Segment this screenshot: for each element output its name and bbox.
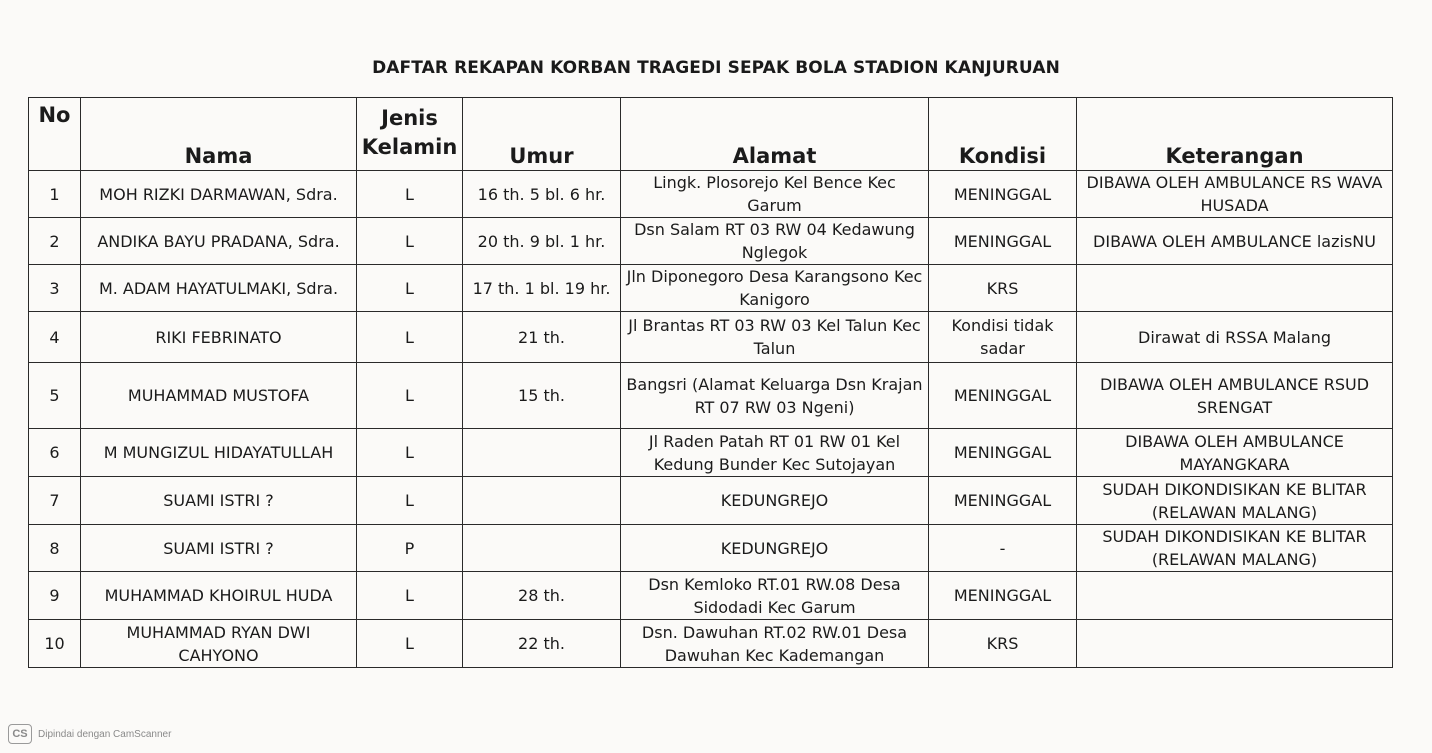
- cell-keterangan: [1077, 265, 1393, 312]
- cell-nama: MUHAMMAD KHOIRUL HUDA: [81, 572, 357, 620]
- cell-kondisi: Kondisi tidak sadar: [929, 312, 1077, 363]
- header-kondisi: Kondisi: [929, 98, 1077, 171]
- header-alamat: Alamat: [621, 98, 929, 171]
- cell-alamat: Jl Raden Patah RT 01 RW 01 Kel Kedung Bunder Kec Sutojayan: [621, 429, 929, 477]
- cell-alamat: KEDUNGREJO: [621, 525, 929, 572]
- table-row: [29, 218, 1393, 265]
- cell-no: 3: [29, 265, 81, 312]
- cell-no: 10: [29, 620, 81, 668]
- header-keterangan: Keterangan: [1077, 98, 1393, 171]
- table-row: [29, 171, 1393, 218]
- cell-keterangan: DIBAWA OLEH AMBULANCE RSUD SRENGAT: [1077, 363, 1393, 429]
- cell-alamat: Jln Diponegoro Desa Karangsono Kec Kanigoro: [621, 265, 929, 312]
- cell-umur: [463, 477, 621, 525]
- cell-nama: M MUNGIZUL HIDAYATULLAH: [81, 429, 357, 477]
- cell-keterangan: [1077, 572, 1393, 620]
- table-row: [29, 572, 1393, 620]
- cell-no: 7: [29, 477, 81, 525]
- cell-kondisi: MENINGGAL: [929, 429, 1077, 477]
- victims-table: [28, 97, 1393, 668]
- cell-kondisi: -: [929, 525, 1077, 572]
- cell-jenis-kelamin: L: [357, 171, 463, 218]
- table-body: [29, 171, 1393, 668]
- cell-alamat: Dsn Kemloko RT.01 RW.08 Desa Sidodadi Kec Garum: [621, 572, 929, 620]
- cell-keterangan: Dirawat di RSSA Malang: [1077, 312, 1393, 363]
- cell-umur: 21 th.: [463, 312, 621, 363]
- cell-umur: 28 th.: [463, 572, 621, 620]
- scanner-footer-text: Dipindai dengan CamScanner: [38, 728, 172, 740]
- cell-nama: MUHAMMAD RYAN DWI CAHYONO: [81, 620, 357, 668]
- table-row: [29, 477, 1393, 525]
- cell-nama: RIKI FEBRINATO: [81, 312, 357, 363]
- cell-kondisi: MENINGGAL: [929, 477, 1077, 525]
- cell-keterangan: DIBAWA OLEH AMBULANCE RS WAVA HUSADA: [1077, 171, 1393, 218]
- cell-no: 2: [29, 218, 81, 265]
- cell-jenis-kelamin: L: [357, 477, 463, 525]
- cell-nama: MUHAMMAD MUSTOFA: [81, 363, 357, 429]
- cell-kondisi: MENINGGAL: [929, 572, 1077, 620]
- cell-umur: 20 th. 9 bl. 1 hr.: [463, 218, 621, 265]
- cell-no: 6: [29, 429, 81, 477]
- cell-alamat: Dsn Salam RT 03 RW 04 Kedawung Nglegok: [621, 218, 929, 265]
- table-row: [29, 312, 1393, 363]
- cell-kondisi: KRS: [929, 265, 1077, 312]
- cell-nama: ANDIKA BAYU PRADANA, Sdra.: [81, 218, 357, 265]
- page-title: DAFTAR REKAPAN KORBAN TRAGEDI SEPAK BOLA STADION KANJURUAN: [372, 58, 1060, 78]
- cell-jenis-kelamin: L: [357, 218, 463, 265]
- cell-keterangan: SUDAH DIKONDISIKAN KE BLITAR (RELAWAN MALANG): [1077, 477, 1393, 525]
- cell-nama: M. ADAM HAYATULMAKI, Sdra.: [81, 265, 357, 312]
- table-row: [29, 525, 1393, 572]
- cell-nama: SUAMI ISTRI ?: [81, 525, 357, 572]
- cell-no: 8: [29, 525, 81, 572]
- header-nama: Nama: [81, 98, 357, 171]
- cell-keterangan: SUDAH DIKONDISIKAN KE BLITAR (RELAWAN MALANG): [1077, 525, 1393, 572]
- header-umur: Umur: [463, 98, 621, 171]
- cell-jenis-kelamin: L: [357, 312, 463, 363]
- cell-no: 4: [29, 312, 81, 363]
- cell-keterangan: DIBAWA OLEH AMBULANCE lazisNU: [1077, 218, 1393, 265]
- table-row: [29, 265, 1393, 312]
- header-row: [29, 98, 1393, 171]
- cell-jenis-kelamin: L: [357, 572, 463, 620]
- cell-jenis-kelamin: L: [357, 363, 463, 429]
- cell-kondisi: KRS: [929, 620, 1077, 668]
- cell-alamat: Bangsri (Alamat Keluarga Dsn Krajan RT 07 RW 03 Ngeni): [621, 363, 929, 429]
- cell-no: 1: [29, 171, 81, 218]
- cell-jenis-kelamin: L: [357, 265, 463, 312]
- cell-no: 9: [29, 572, 81, 620]
- cell-jenis-kelamin: L: [357, 620, 463, 668]
- cell-kondisi: MENINGGAL: [929, 171, 1077, 218]
- table-row: [29, 429, 1393, 477]
- header-no: No: [29, 98, 81, 171]
- cell-umur: [463, 525, 621, 572]
- cell-alamat: Jl Brantas RT 03 RW 03 Kel Talun Kec Talun: [621, 312, 929, 363]
- cell-umur: 17 th. 1 bl. 19 hr.: [463, 265, 621, 312]
- cell-umur: 22 th.: [463, 620, 621, 668]
- cell-kondisi: MENINGGAL: [929, 363, 1077, 429]
- cell-alamat: KEDUNGREJO: [621, 477, 929, 525]
- cell-keterangan: [1077, 620, 1393, 668]
- cell-nama: SUAMI ISTRI ?: [81, 477, 357, 525]
- cell-umur: [463, 429, 621, 477]
- cell-umur: 15 th.: [463, 363, 621, 429]
- cell-jenis-kelamin: L: [357, 429, 463, 477]
- cell-nama: MOH RIZKI DARMAWAN, Sdra.: [81, 171, 357, 218]
- cell-umur: 16 th. 5 bl. 6 hr.: [463, 171, 621, 218]
- header-jenis-kelamin: Jenis Kelamin: [357, 98, 463, 171]
- cell-kondisi: MENINGGAL: [929, 218, 1077, 265]
- cell-alamat: Lingk. Plosorejo Kel Bence Kec Garum: [621, 171, 929, 218]
- cell-keterangan: DIBAWA OLEH AMBULANCE MAYANGKARA: [1077, 429, 1393, 477]
- cell-jenis-kelamin: P: [357, 525, 463, 572]
- cell-no: 5: [29, 363, 81, 429]
- cell-alamat: Dsn. Dawuhan RT.02 RW.01 Desa Dawuhan Kec Kademangan: [621, 620, 929, 668]
- scanner-footer: [8, 724, 171, 744]
- table-row: [29, 620, 1393, 668]
- camscanner-logo: CS: [8, 724, 32, 744]
- table-row: [29, 363, 1393, 429]
